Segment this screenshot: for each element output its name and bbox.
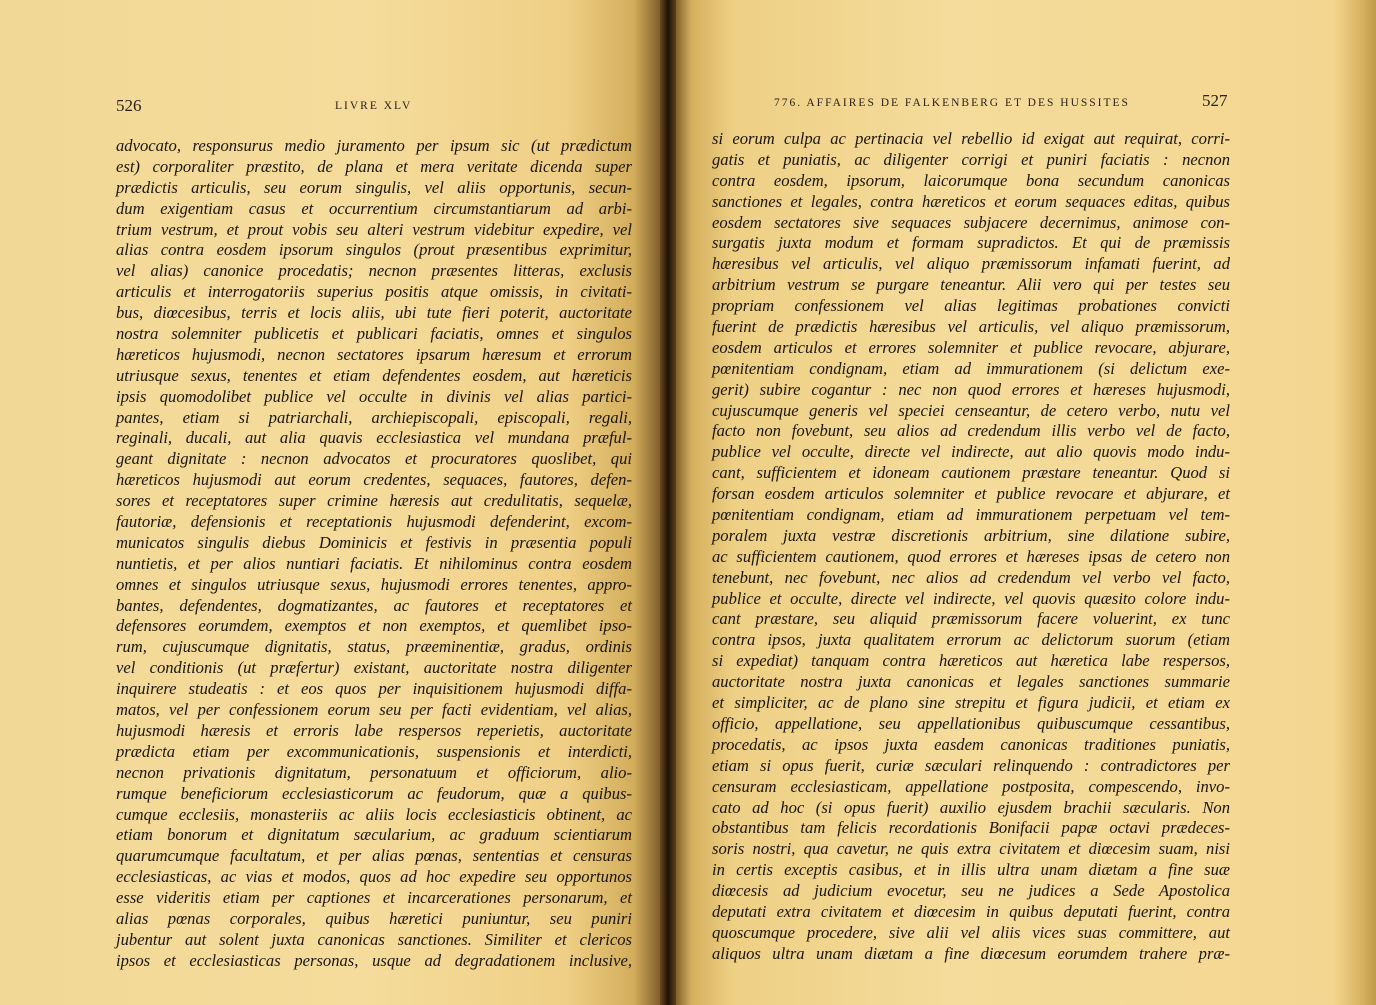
text-line: cumque ecclesiis, monasteriis ac aliis locis ecclesiasticis obtinent, ac [116,804,632,824]
text-line: facto non fovebunt, seu alios ad credendum illis verbo vel de facto, [712,421,1230,441]
text-line: cujuscumque generis vel speciei censeantur, de cetero verbo, nutu vel [712,400,1230,420]
text-line: sores et receptatores super crimine hæresis aut credulitatis, sequelæ, [116,491,632,511]
text-line: hæreticos hujusmodi, necnon sectatores ipsarum hæresum et errorum [116,344,632,364]
text-line: ac sufficientem cautionem, quod errores et hæreses ipsas de cetero non [712,546,1230,566]
text-line: matos, vel per confessionem eorum seu per facti evidentiam, vel alias, [116,700,632,720]
text-line: alias pœnas corporales, quibus hæretici puniuntur, seu puniri [116,908,632,928]
text-line: alias contra eosdem ipsorum singulos (prout præsentibus exprimitur, [116,240,632,260]
text-line: quarumcumque facultatum, et per alias pœnas, sententias et censuras [116,846,632,866]
text-line: reginali, ducali, aut alia quavis ecclesiastica vel mundana præful- [116,428,632,448]
text-line: pœnitentiam condignam, etiam ad immurationem (si delictum exe- [712,358,1230,378]
text-line: advocato, responsurus medio juramento per ipsum sic (ut prædictum [116,136,632,155]
running-title-right: 776. AFFAIRES DE FALKENBERG ET DES HUSSITES [774,97,1130,109]
text-line: forsan eosdem articulos solemniter et publice revocare et abjurare, et [712,484,1230,504]
text-line: rumque beneficiorum ecclesiasticorum ac feudorum, quæ a quibus- [116,783,632,803]
text-line: quoscumque procedere, sive alii vel aliis vices suas committere, aut [712,922,1230,942]
text-line: cant, sufficientem et idoneam cautionem præstare teneantur. Quod si [712,463,1230,483]
text-line: ecclesiasticas, ac vias et modos, quos ad hoc expedire seu opportunos [116,867,632,887]
right-page [670,0,1376,1005]
text-line: eosdem sectatores sive sequaces subjacere decernimus, animose con- [712,212,1230,232]
text-line: nostra solemniter publicetis et publicari faciatis, omnes et singulos [116,324,632,344]
text-line: censuram ecclesiasticam, appellatione postposita, compescendo, invo- [712,776,1230,796]
text-line: fautoriæ, defensionis et receptationis hujusmodi defenderint, excom- [116,512,632,532]
text-line: pœnitentiam condignam, etiam ad immurationem perpetuam vel tem- [712,505,1230,525]
text-line: hujusmodi hæresis et erroris labe respersos reperietis, auctoritate [116,720,632,740]
text-line: vel alias) canonice procedatis; necnon præsentes litteras, exclusis [116,261,632,281]
page-number-right: 527 [1202,91,1228,110]
text-line: ipsis quomodolibet publice vel occulte in divinis vel alias partici- [116,386,632,406]
text-line: articulis et interrogatoriis superius positis atque omissis, in civitati- [116,282,632,302]
text-line: si expediat) tanquam contra hæreticos aut hæretica labe respersos, [712,651,1230,671]
text-line: tenebunt, nec fovebunt, nec alios ad credendum vel verbo vel facto, [712,567,1230,587]
text-line: diœcesis ad judicium evocetur, seu ne judices a Sede Apostolica [712,881,1230,901]
text-line: eosdem articulos et errores solemniter et publice revocare, abjurare, [712,337,1230,357]
text-line: etiam si opus fuerit, curiæ sæculari relinquendo : contradictores per [712,755,1230,775]
page-number-left: 526 [116,96,142,115]
text-line: bantes, defendentes, dogmatizantes, ac fautores et receptatores et [116,595,632,615]
text-line: gerit) subire cogantur : nec non quod errores et hæreses hujusmodi, [712,379,1230,399]
right-body-text [712,129,1230,965]
text-line: arbitrium vestrum se purgare teneantur. Alii vero qui per testes seu [712,275,1230,295]
text-line: in certis exceptis casibus, et in illis ultra unam diætam a fine suæ [712,860,1230,880]
text-line: sanctiones et legales, contra hæreticos et eorum sequaces editas, quibus [712,191,1230,211]
text-line: omnes et singulos utriusque sexus, hujusmodi errores tenentes, appro- [116,574,632,594]
text-line: bus, diœcesibus, terris et locis aliis, ubi tute fieri poterit, auctoritate [116,303,632,323]
text-line: prædicta etiam per excommunicationis, suspensionis et interdicti, [116,741,632,761]
text-line: gatis et puniatis, ac diligenter corrigi et puniri faciatis : necnon [712,149,1230,169]
text-line: surgatis juxta modum et formam supradictos. Et qui de præmissis [712,233,1230,253]
text-line: si eorum culpa ac pertinacia vel rebellio id exigat aut requirat, corri- [712,129,1230,148]
text-line: poralem juxta vestræ discretionis arbitrium, sine dilatione subire, [712,525,1230,545]
text-line: utriusque sexus, tenentes et etiam defendentes eosdem, aut hæreticis [116,365,632,385]
text-line: aliquos ultra unam diætam a fine diœcesum eorumdem trahere præ- [712,943,1230,963]
text-line: dum exigentiam casus et occurrentium circumstantiarum ad arbi- [116,198,632,218]
text-line: defensores eorumdem, exemptos et non exemptos, et quemlibet ipso- [116,616,632,636]
text-line: jubentur aut solent juxta canonicas sanctiones. Similiter et clericos [116,929,632,949]
text-line: ipsos et ecclesiasticas personas, usque ad degradationem inclusive, [116,950,632,970]
text-line: cato ad hoc (si opus fuerit) auxilio ejusdem brachii sæcularis. Non [712,797,1230,817]
text-line: et simpliciter, ac de plano sine strepitu et figura judicii, et etiam ex [712,693,1230,713]
text-line: rum, cujuscumque dignitatis, status, præeminentiæ, gradus, ordinis [116,637,632,657]
text-line: fuerint de prædictis hæresibus vel articulis, vel aliquo præmissorum, [712,317,1230,337]
text-line: cant præstare, seu aliquid præmissorum facere voluerint, ex tunc [712,609,1230,629]
text-line: publice et occulte, directe vel indirecte, vel quovis quæsito colore indu- [712,588,1230,608]
text-line: municatos singulis diebus Dominicis et festivis in præsentia populi [116,532,632,552]
text-line: prædictis articulis, seu eorum singulis, vel aliis opportunis, secun- [116,177,632,197]
left-page [0,0,667,1005]
text-line: deputati extra civitatem et diœcesim in quibus deputati fuerint, contra [712,901,1230,921]
text-line: geant dignitate : necnon advocatos et procuratores quoslibet, qui [116,449,632,469]
book-gutter [660,0,676,1005]
text-line: publice vel occulte, directe vel indirecte, aut alio quovis modo indu- [712,442,1230,462]
text-line: officio, appellatione, seu appellationibus quibuscumque cessantibus, [712,713,1230,733]
left-body-text [116,136,632,972]
text-line: inquirere studeatis : et eos quos per inquisitionem hujusmodi diffa- [116,679,632,699]
text-line: etiam bonorum et dignitatum sæcularium, ac graduum scientiarum [116,825,632,845]
text-line: est) corporaliter præstito, de plana et mera veritate dicenda super [116,156,632,176]
text-line: obstantibus tam felicis recordationis Bonifacii papæ octavi prædeces- [712,818,1230,838]
text-line: necnon privationis dignitatum, personatuum et officiorum, alio- [116,762,632,782]
text-line: trium vestrum, et prout vobis seu alteri vestrum videbitur expedire, vel [116,219,632,239]
text-line: contra ipsos, juxta qualitatem errorum ac delictorum suorum (etiam [712,630,1230,650]
text-line: propriam confessionem vel alias legitimas probationes convicti [712,296,1230,316]
text-line: hæreticos hujusmodi aut eorum credentes, sequaces, fautores, defen- [116,470,632,490]
text-line: soris nostri, qua cavetur, ne quis extra civitatem et diœcesim suam, nisi [712,839,1230,859]
text-line: hæresibus vel articulis, vel aliquo præmissorum infamati fuerint, ad [712,254,1230,274]
text-line: procedatis, ac ipsos juxta easdem canonicas traditiones puniatis, [712,734,1230,754]
running-title-left: LIVRE XLV [335,100,413,112]
text-line: esse videritis etiam per captiones et incarcerationes personarum, et [116,888,632,908]
text-line: pantes, etiam si patriarchali, archiepiscopali, episcopali, regali, [116,407,632,427]
text-line: nuntietis, et per alios nuntiari faciatis. Et nihilominus contra eosdem [116,553,632,573]
text-line: contra eosdem, ipsorum, laicorumque bona secundum canonicas [712,170,1230,190]
text-line: vel conditionis (ut præfertur) existant, auctoritate nostra diligenter [116,658,632,678]
text-line: auctoritate nostra juxta canonicas et legales sanctiones summarie [712,672,1230,692]
